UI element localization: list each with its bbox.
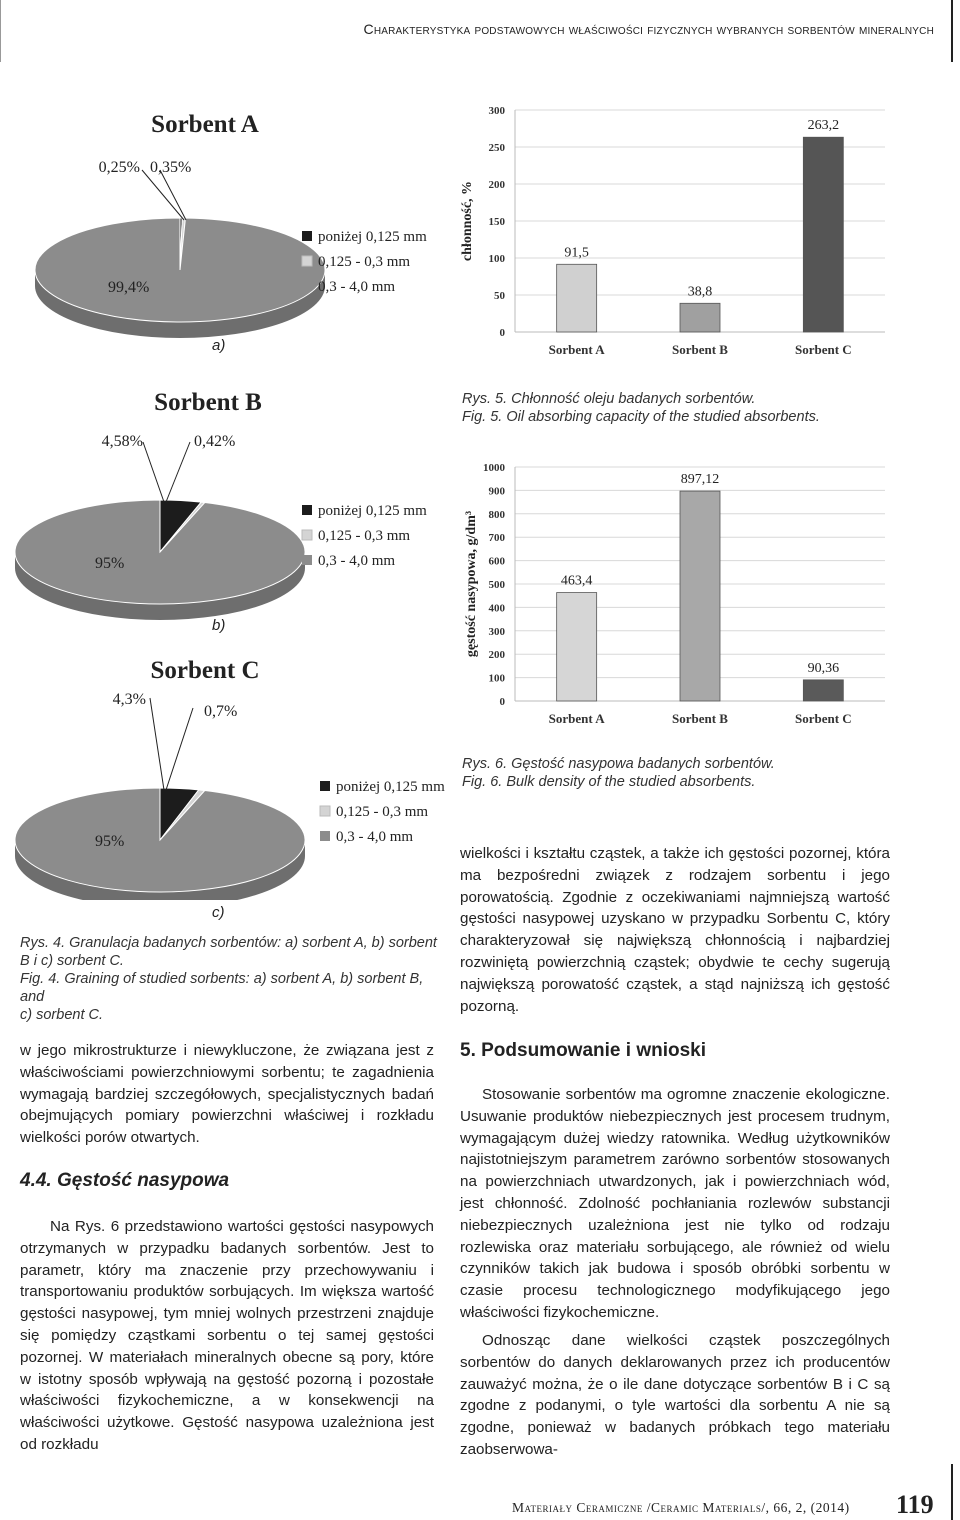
left-column-paragraph-2	[20, 1216, 434, 1456]
footer-vertical-rule	[951, 1464, 953, 1520]
pie-panel-a	[20, 100, 460, 360]
fig6-caption-pl: Rys. 6. Gęstość nasypowa badanych sorbentów.	[462, 756, 775, 772]
y-axis-label: chłonność, %	[460, 180, 475, 262]
pie-chart-sorbent-a	[20, 100, 460, 360]
bar-chart-bulk-density	[455, 455, 885, 735]
legend-label-1: 0,125 - 0,3 mm	[318, 528, 411, 544]
pie-chart-sorbent-b	[0, 380, 460, 640]
pie-leader-2	[160, 170, 186, 220]
pie-title: Sorbent B	[154, 389, 262, 416]
x-tick-label-2: Sorbent C	[794, 342, 852, 357]
pie-slice-2	[15, 788, 305, 892]
x-tick-label-1: Sorbent B	[672, 342, 728, 357]
right-paragraph-2-text: Stosowanie sorbentów ma ogromne znaczenie ekologiczne. Usuwanie produktów niebezpiecznych jest procesem trudnym, wymagającym dużej wiedzy ratownika. Według użytkowników najistotniejszym parametrem zarówno sorbentów stosowanych na powierzchniach utwardzonych, jak i powierzchniach wód, jest chłonność. Zdolność pochłaniania rozlewów substancji niebezpiecznych uzależniona jest nie tylko od rodzaju rozlewiska oraz materiału sorbującego, ale również od wielu czynników takich jak budowa i sposób obróbki sorbentu w czasie procesu technologicznego modyfikującego jego właściwości fizykochemiczne.	[460, 1086, 890, 1321]
pie-label-small1: 4,58%	[101, 433, 143, 450]
y-tick-label-4: 200	[488, 179, 505, 191]
pie-slice-2	[15, 500, 305, 604]
left-paragraph-2-text: Na Rys. 6 przedstawiono wartości gęstości nasypowych otrzymanych w przypadku badanych sorbentów. Jest to parametr, który ma znaczenie przy przechowywaniu i transportowaniu produktów sorbujących. Im większa wartość gęstości nasypowej, tym mniej wolnych przestrzeni znajduje się pomiędzy cząstkami sorbentu o tej samej gęstości pozornej. W materiałach mineralnych obecne są pory, które w istotny sposób wpływają na gęstość pozorną i pozostałe właściwości fizykochemiczne, a w konsekwencji na właściwości użytkowe. Gęstość nasypowa uzależniona jest od rozkładu	[20, 1218, 434, 1453]
right-column-paragraph-1	[460, 843, 890, 1017]
bar-chart-oil-absorption-svg	[455, 98, 885, 368]
bar-1	[680, 491, 720, 701]
pie-title: Sorbent A	[151, 111, 259, 138]
pie-title: Sorbent C	[150, 657, 260, 684]
fig4-caption-pl-line2: B i c) sorbent C.	[20, 953, 124, 969]
legend-swatch-0	[320, 781, 330, 791]
legend-label-2: 0,3 - 4,0 mm	[318, 553, 396, 569]
legend-swatch-1	[302, 256, 312, 266]
bar-2	[803, 680, 843, 701]
pie-label-small1: 4,3%	[112, 691, 146, 708]
bar-value-label-1: 38,8	[687, 284, 713, 300]
pie-chart-sorbent-c	[0, 650, 460, 900]
x-tick-label-0: Sorbent A	[548, 711, 605, 726]
footer-journal-citation: Materiały Ceramiczne /Ceramic Materials/, 66, 2, (2014)	[512, 1500, 850, 1515]
y-tick-label-3: 150	[488, 216, 505, 228]
legend-swatch-2	[302, 281, 312, 291]
bar-chart-oil-absorption	[455, 98, 885, 368]
y-tick-label-0: 0	[499, 696, 505, 708]
y-tick-label-6: 300	[488, 105, 505, 117]
y-tick-label-8: 800	[488, 508, 505, 521]
y-tick-label-4: 400	[488, 602, 505, 615]
legend-label-1: 0,125 - 0,3 mm	[318, 254, 411, 270]
fig5-caption-en: Fig. 5. Oil absorbing capacity of the studied absorbents.	[462, 409, 820, 425]
y-tick-label-0: 0	[499, 327, 505, 339]
left-paragraph-1-text: w jego mikrostrukturze i niewykluczone, że związana jest z właściwościami powierzchniowymi sorbentu; te zagadnienia wymagają bardziej szczegółowych, specjalistycznych badań obejmujących pomiary powierzchni właściwej i rozkładu wielkości porów otwartych.	[20, 1042, 434, 1147]
y-tick-label-5: 500	[488, 579, 505, 591]
fig5-caption-pl: Rys. 5. Chłonność oleju badanych sorbentów.	[462, 391, 756, 407]
legend-swatch-0	[302, 231, 312, 241]
y-tick-label-5: 250	[488, 142, 505, 154]
fig6-caption	[462, 755, 942, 791]
panel-letter-b: b)	[212, 617, 226, 634]
legend-swatch-2	[302, 555, 312, 565]
legend-label-0: poniżej 0,125 mm	[318, 229, 427, 245]
fig4-caption	[20, 934, 450, 1024]
right-column-paragraph-2	[460, 1084, 890, 1324]
pie-label-small1: 0,25%	[98, 159, 140, 176]
bar-1	[680, 303, 720, 332]
bar-value-label-0: 91,5	[564, 245, 589, 261]
legend-label-0: poniżej 0,125 mm	[336, 779, 445, 795]
legend-swatch-0	[302, 505, 312, 515]
pie-slice-2	[35, 218, 325, 322]
fig6-caption-en: Fig. 6. Bulk density of the studied absorbents.	[462, 774, 756, 790]
x-tick-label-1: Sorbent B	[672, 711, 728, 726]
section-heading-4-4: 4.4. Gęstość nasypowa	[20, 1170, 230, 1191]
y-tick-label-2: 100	[488, 253, 505, 265]
legend-swatch-1	[302, 530, 312, 540]
page-number: 119	[896, 1490, 934, 1519]
y-tick-label-7: 700	[488, 532, 505, 545]
bar-0	[557, 264, 597, 332]
pie-panel-c	[0, 650, 460, 900]
panel-letter-a: a)	[212, 337, 226, 354]
right-paragraph-3-text: Odnosząc dane wielkości cząstek poszczególnych sorbentów do danych deklarowanych przez ich producentów zauważyć można, że o ile dane dotyczące sorbentów B i C są zgodne z podanymi, o tyle wartości dla sorbentu A nie są zgodne, ponieważ w badanych próbkach tego materiału zaobserwowa-	[460, 1332, 890, 1458]
section-heading-5: 5. Podsumowanie i wnioski	[460, 1040, 706, 1061]
fig5-caption	[462, 390, 942, 426]
y-tick-label-6: 600	[488, 555, 505, 568]
pie-leader-2	[166, 442, 190, 502]
pie-label-small2: 0,35%	[150, 159, 192, 176]
legend-label-2: 0,3 - 4,0 mm	[336, 829, 414, 845]
pie-leader-1	[150, 698, 164, 790]
x-tick-label-0: Sorbent A	[548, 342, 605, 357]
running-header-title: Charakterystyka podstawowych właściwości fizycznych wybranych sorbentów mineralnych	[363, 21, 934, 37]
pie-label-large: 95%	[95, 833, 125, 850]
legend-swatch-1	[320, 806, 330, 816]
y-tick-label-10: 1000	[483, 462, 505, 474]
pie-label-small2: 0,42%	[194, 433, 236, 450]
bar-value-label-2: 90,36	[807, 660, 840, 676]
right-paragraph-1-text: wielkości i kształtu cząstek, a także ich gęstości pozornej, która ma bezpośredni związek z rodzajem sorbentu i jego porowatością. Zgodnie z oczekiwaniami najmniejszą wartość gęstości nasypowej uzyskano w przypadku Sorbentu C, który charakteryzował się największą chłonnością i najbardziej rozwiniętą powierzchnią cząstek; obydwie te cechy sugerują największą porowatość cząstek, a stąd najniższą ich gęstość pozorną.	[460, 845, 890, 1015]
legend-swatch-2	[320, 831, 330, 841]
fig4-caption-pl-line1: Rys. 4. Granulacja badanych sorbentów: a) sorbent A, b) sorbent	[20, 935, 437, 951]
pie-label-large: 99,4%	[108, 279, 150, 296]
right-column-paragraph-3	[460, 1330, 890, 1461]
y-tick-label-9: 900	[488, 485, 505, 498]
pie-label-large: 95%	[95, 555, 125, 572]
fig4-caption-en-line1: Fig. 4. Graining of studied sorbents: a) sorbent A, b) sorbent B, and	[20, 971, 424, 1005]
pie-leader-1	[142, 170, 184, 220]
bar-value-label-0: 463,4	[560, 573, 593, 589]
legend-label-1: 0,125 - 0,3 mm	[336, 804, 429, 820]
y-tick-label-3: 300	[488, 625, 505, 638]
left-column-paragraph-1	[20, 1040, 434, 1149]
y-tick-label-1: 100	[488, 672, 505, 685]
pie-label-small2: 0,7%	[204, 703, 238, 720]
y-tick-label-1: 50	[494, 290, 505, 302]
pie-leader-1	[143, 442, 164, 502]
bar-2	[803, 137, 843, 332]
bar-value-label-1: 897,12	[680, 472, 720, 488]
running-header	[0, 0, 960, 64]
legend-label-2: 0,3 - 4,0 mm	[318, 279, 396, 295]
y-tick-label-2: 200	[488, 649, 505, 662]
header-vertical-rule	[951, 0, 953, 62]
bar-chart-bulk-density-svg	[455, 455, 885, 735]
bar-0	[557, 593, 597, 701]
pie-panel-b	[0, 380, 460, 640]
header-left-rule	[0, 0, 1, 62]
bar-value-label-2: 263,2	[807, 118, 840, 134]
panel-letter-c: c)	[212, 904, 225, 921]
pie-leader-2	[166, 708, 193, 790]
y-axis-label: gęstość nasypowa, g/dm³	[464, 510, 479, 658]
legend-label-0: poniżej 0,125 mm	[318, 503, 427, 519]
x-tick-label-2: Sorbent C	[794, 711, 852, 726]
fig4-caption-en-line2: c) sorbent C.	[20, 1007, 103, 1023]
